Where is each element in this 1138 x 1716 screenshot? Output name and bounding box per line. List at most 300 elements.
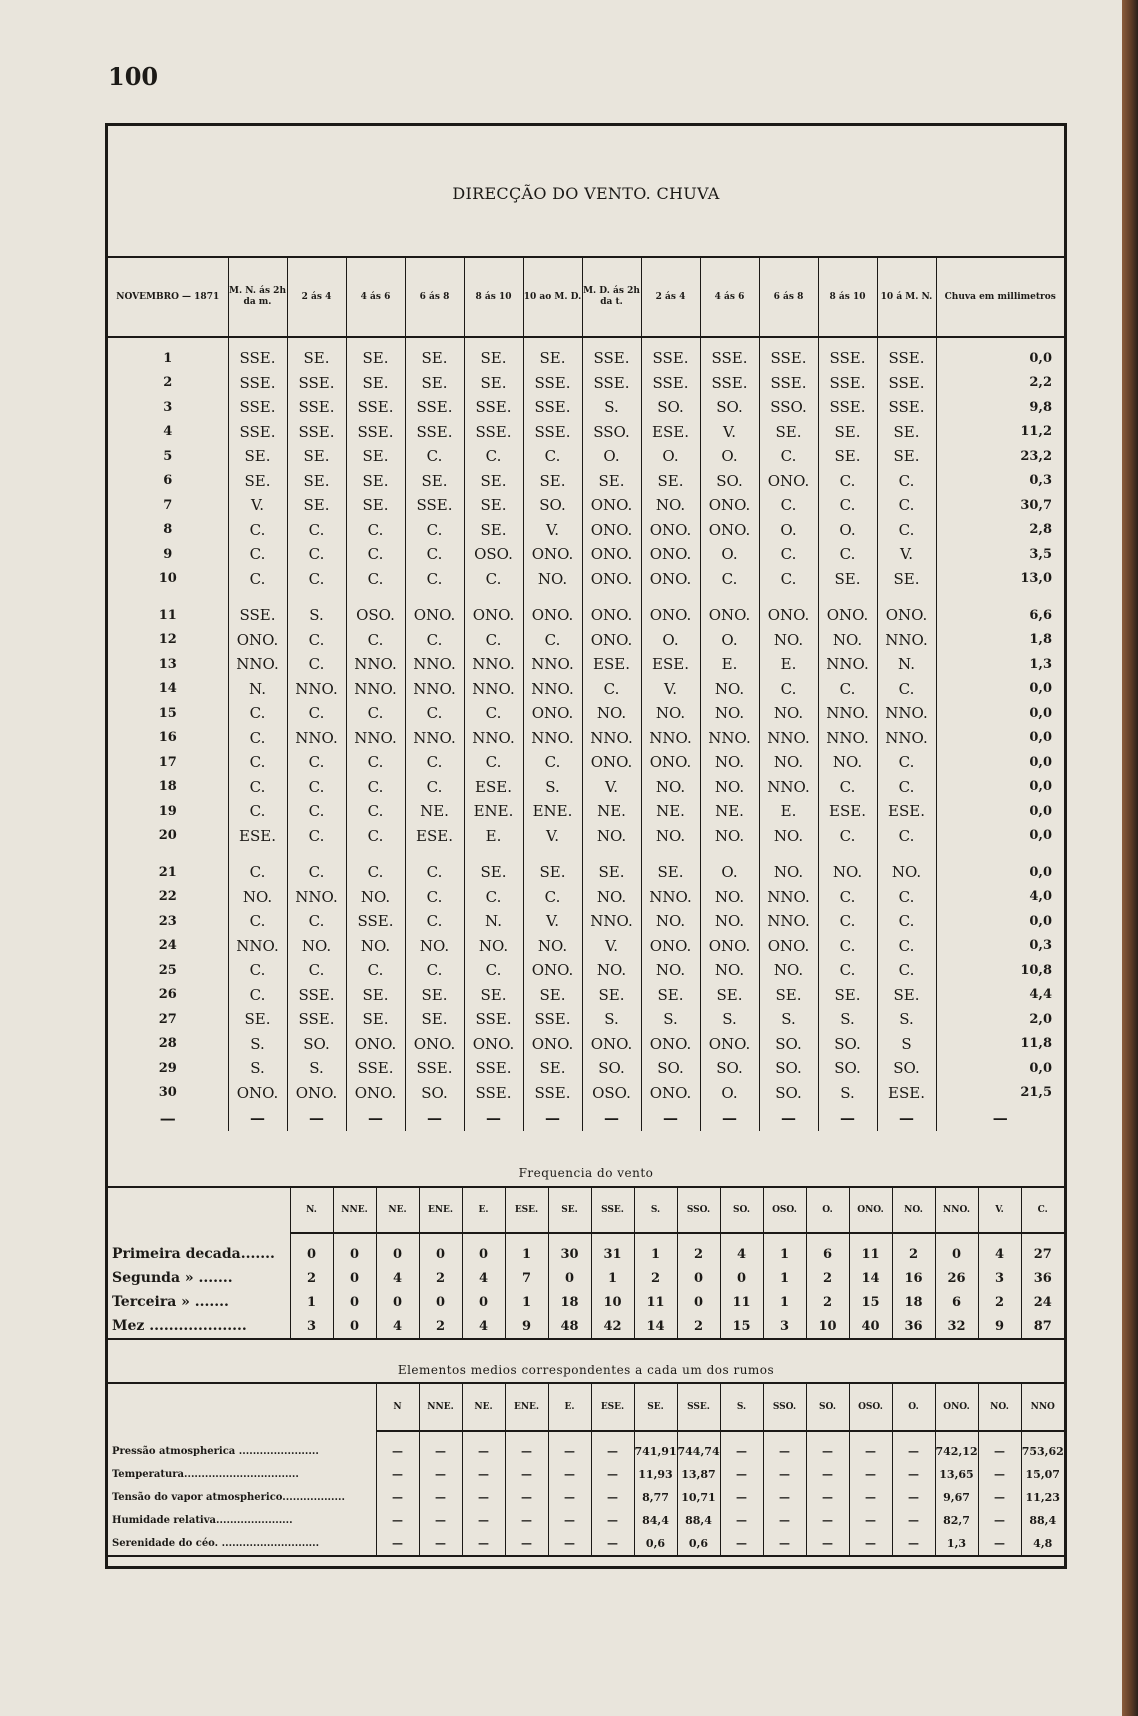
table-row bbox=[108, 983, 1064, 1008]
day-cell: 1 bbox=[163, 350, 173, 366]
table-row bbox=[108, 750, 1064, 775]
frequency-header-row bbox=[108, 1187, 1064, 1233]
wind-cell: SE. bbox=[228, 1007, 287, 1032]
wind-cell: C. bbox=[287, 909, 346, 934]
wind-cell: SE. bbox=[464, 493, 523, 518]
wind-cell: NO. bbox=[700, 958, 759, 983]
value-cell: — bbox=[892, 1509, 935, 1532]
wind-cell: C. bbox=[818, 775, 877, 800]
wind-cell: SSE. bbox=[464, 1081, 523, 1106]
wind-cell: C. bbox=[464, 701, 523, 726]
wind-cell: SE. bbox=[582, 983, 641, 1008]
count-cell: 16 bbox=[892, 1266, 935, 1290]
day-cell: 21 bbox=[158, 864, 177, 880]
value-cell: 13,65 bbox=[935, 1463, 978, 1486]
wind-cell: NNO. bbox=[582, 726, 641, 751]
direction-header: ENE. bbox=[505, 1383, 548, 1431]
wind-cell: V. bbox=[877, 542, 936, 567]
wind-cell: NO. bbox=[523, 567, 582, 592]
wind-cell: SE. bbox=[464, 371, 523, 396]
column-header: 10 á M. N. bbox=[877, 257, 936, 337]
count-cell: 0 bbox=[290, 1233, 333, 1266]
count-cell: 9 bbox=[505, 1314, 548, 1339]
value-cell: — bbox=[849, 1509, 892, 1532]
table-row bbox=[108, 444, 1064, 469]
wind-cell: ONO. bbox=[700, 493, 759, 518]
table-row bbox=[108, 848, 1064, 885]
wind-cell: S. bbox=[228, 1032, 287, 1057]
column-header: 8 ás 10 bbox=[818, 257, 877, 337]
wind-cell: NNO. bbox=[405, 726, 464, 751]
wind-cell: V. bbox=[523, 824, 582, 849]
value-cell: — bbox=[892, 1532, 935, 1556]
row-label: Terceira » ....... bbox=[112, 1294, 229, 1310]
value-cell: 741,91 bbox=[634, 1431, 677, 1463]
wind-cell: C. bbox=[228, 958, 287, 983]
wind-cell: O. bbox=[641, 628, 700, 653]
day-cell: 18 bbox=[158, 779, 177, 795]
wind-cell: C. bbox=[818, 934, 877, 959]
wind-cell: SSE. bbox=[877, 337, 936, 371]
wind-cell: ONO. bbox=[877, 591, 936, 628]
wind-cell: NNO. bbox=[818, 652, 877, 677]
table-row bbox=[108, 701, 1064, 726]
wind-cell: SE. bbox=[346, 1007, 405, 1032]
wind-cell: SSE. bbox=[582, 371, 641, 396]
wind-cell: C. bbox=[759, 677, 818, 702]
day-cell: 3 bbox=[163, 399, 173, 415]
wind-cell: SSE. bbox=[582, 337, 641, 371]
wind-cell: NNO. bbox=[523, 652, 582, 677]
wind-cell: NNO. bbox=[287, 726, 346, 751]
count-cell: 1 bbox=[591, 1266, 634, 1290]
wind-cell: C. bbox=[759, 567, 818, 592]
value-cell: — bbox=[892, 1486, 935, 1509]
column-header: 2 ás 4 bbox=[641, 257, 700, 337]
value-cell: — bbox=[376, 1532, 419, 1556]
wind-cell: SSE. bbox=[287, 983, 346, 1008]
wind-cell: SE. bbox=[228, 444, 287, 469]
blank-header bbox=[108, 1187, 290, 1233]
wind-cell: C. bbox=[523, 750, 582, 775]
column-header: 2 ás 4 bbox=[287, 257, 346, 337]
direction-header: ENE. bbox=[419, 1187, 462, 1233]
count-cell: 11 bbox=[634, 1290, 677, 1314]
wind-cell: C. bbox=[877, 909, 936, 934]
wind-cell: NO. bbox=[759, 848, 818, 885]
wind-cell: NO. bbox=[582, 824, 641, 849]
wind-cell: C. bbox=[346, 799, 405, 824]
wind-cell: C. bbox=[464, 958, 523, 983]
frequency-caption: Frequencia do vento bbox=[518, 1166, 654, 1180]
value-cell: — bbox=[720, 1532, 763, 1556]
wind-cell: C. bbox=[228, 909, 287, 934]
wind-cell: C. bbox=[405, 628, 464, 653]
wind-cell: ONO. bbox=[582, 628, 641, 653]
count-cell: 2 bbox=[892, 1233, 935, 1266]
wind-cell: SSE. bbox=[523, 1007, 582, 1032]
wind-cell: ONO. bbox=[700, 518, 759, 543]
wind-cell: C. bbox=[346, 567, 405, 592]
wind-cell: SE. bbox=[346, 469, 405, 494]
wind-cell: SSE. bbox=[228, 420, 287, 445]
wind-cell: C. bbox=[877, 518, 936, 543]
wind-cell: NO. bbox=[700, 775, 759, 800]
wind-cell: C. bbox=[405, 444, 464, 469]
wind-cell: SO. bbox=[287, 1032, 346, 1057]
dash-cell: — bbox=[159, 1108, 176, 1128]
day-cell: 23 bbox=[158, 913, 177, 929]
wind-cell: C. bbox=[523, 628, 582, 653]
value-cell: — bbox=[763, 1486, 806, 1509]
wind-cell: ONO. bbox=[228, 1081, 287, 1106]
wind-cell: SE. bbox=[582, 848, 641, 885]
wind-cell: V. bbox=[582, 934, 641, 959]
wind-cell: OSO. bbox=[582, 1081, 641, 1106]
wind-cell: ONO. bbox=[523, 701, 582, 726]
direction-header: ESE. bbox=[591, 1383, 634, 1431]
wind-cell: NO. bbox=[287, 934, 346, 959]
rain-cell: 10,8 bbox=[936, 958, 1064, 983]
wind-cell: NO. bbox=[759, 628, 818, 653]
count-cell: 14 bbox=[849, 1266, 892, 1290]
day-cell: 27 bbox=[158, 1011, 177, 1027]
value-cell: 8,77 bbox=[634, 1486, 677, 1509]
rain-cell: 0,0 bbox=[936, 848, 1064, 885]
wind-cell: SE. bbox=[346, 444, 405, 469]
wind-cell: S. bbox=[700, 1007, 759, 1032]
wind-cell: C. bbox=[287, 799, 346, 824]
count-cell: 2 bbox=[419, 1266, 462, 1290]
count-cell: 0 bbox=[376, 1233, 419, 1266]
wind-cell: C. bbox=[287, 652, 346, 677]
direction-header: E. bbox=[462, 1187, 505, 1233]
wind-cell: SO. bbox=[818, 1032, 877, 1057]
wind-cell: C. bbox=[405, 775, 464, 800]
value-cell: — bbox=[892, 1463, 935, 1486]
wind-cell: NO. bbox=[641, 701, 700, 726]
count-cell: 3 bbox=[290, 1314, 333, 1339]
wind-cell: C. bbox=[582, 677, 641, 702]
table-row bbox=[108, 958, 1064, 983]
wind-cell: SE. bbox=[287, 469, 346, 494]
table-row bbox=[108, 371, 1064, 396]
count-cell: 0 bbox=[462, 1233, 505, 1266]
column-header: NOVEMBRO — 1871 bbox=[108, 257, 228, 337]
wind-cell: SSE. bbox=[405, 395, 464, 420]
wind-cell: S. bbox=[818, 1007, 877, 1032]
wind-cell: ESE. bbox=[582, 652, 641, 677]
value-cell: — bbox=[720, 1486, 763, 1509]
wind-cell: E. bbox=[464, 824, 523, 849]
wind-cell: NO. bbox=[700, 885, 759, 910]
value-cell: — bbox=[505, 1486, 548, 1509]
wind-cell: ONO. bbox=[405, 1032, 464, 1057]
wind-cell: NNO. bbox=[405, 677, 464, 702]
count-cell: 87 bbox=[1021, 1314, 1064, 1339]
elements-caption: Elementos medios correspondentes a cada um dos rumos bbox=[397, 1363, 775, 1377]
wind-cell: NNO. bbox=[287, 885, 346, 910]
count-cell: 0 bbox=[419, 1290, 462, 1314]
wind-cell: NO. bbox=[759, 701, 818, 726]
wind-cell: SE. bbox=[405, 1007, 464, 1032]
day-cell: 10 bbox=[158, 571, 177, 587]
wind-cell: V. bbox=[228, 493, 287, 518]
wind-cell: SE. bbox=[228, 469, 287, 494]
wind-cell: SSO. bbox=[582, 420, 641, 445]
wind-cell: SE. bbox=[405, 983, 464, 1008]
count-cell: 0 bbox=[419, 1233, 462, 1266]
table-row bbox=[108, 518, 1064, 543]
wind-cell: NO. bbox=[346, 934, 405, 959]
wind-cell: C. bbox=[464, 750, 523, 775]
wind-cell: C. bbox=[346, 518, 405, 543]
table-row bbox=[108, 1007, 1064, 1032]
direction-header: NNO. bbox=[935, 1187, 978, 1233]
value-cell: — bbox=[548, 1431, 591, 1463]
count-cell: 18 bbox=[892, 1290, 935, 1314]
value-cell: — bbox=[892, 1431, 935, 1463]
wind-cell: SSE. bbox=[287, 395, 346, 420]
wind-cell: NO. bbox=[405, 934, 464, 959]
wind-cell: SE. bbox=[405, 469, 464, 494]
rain-cell: 0,0 bbox=[936, 799, 1064, 824]
wind-cell: SSE. bbox=[759, 371, 818, 396]
count-cell: 0 bbox=[333, 1266, 376, 1290]
direction-header: OSO. bbox=[849, 1383, 892, 1431]
value-cell: 82,7 bbox=[935, 1509, 978, 1532]
day-cell: 28 bbox=[158, 1036, 177, 1052]
wind-cell: SSE. bbox=[228, 395, 287, 420]
value-cell: 744,74 bbox=[677, 1431, 720, 1463]
wind-cell: C. bbox=[346, 628, 405, 653]
table-row bbox=[108, 677, 1064, 702]
wind-cell: SO. bbox=[877, 1056, 936, 1081]
wind-cell: S. bbox=[523, 775, 582, 800]
wind-cell: C. bbox=[405, 518, 464, 543]
direction-header: V. bbox=[978, 1187, 1021, 1233]
value-cell: — bbox=[462, 1486, 505, 1509]
wind-cell: SE. bbox=[877, 983, 936, 1008]
rain-cell: 23,2 bbox=[936, 444, 1064, 469]
wind-cell: ENE. bbox=[464, 799, 523, 824]
wind-cell: C. bbox=[759, 493, 818, 518]
wind-direction-table bbox=[108, 256, 1064, 1131]
wind-cell: NO. bbox=[582, 701, 641, 726]
row-label: Mez .................... bbox=[112, 1318, 247, 1334]
table-row bbox=[108, 652, 1064, 677]
blank-header bbox=[108, 1383, 376, 1431]
value-cell: 88,4 bbox=[1021, 1509, 1064, 1532]
count-cell: 1 bbox=[763, 1233, 806, 1266]
wind-cell: NO. bbox=[228, 885, 287, 910]
value-cell: — bbox=[548, 1532, 591, 1556]
column-header: M. D. ás 2h da t. bbox=[582, 257, 641, 337]
day-cell: 25 bbox=[158, 962, 177, 978]
count-cell: 1 bbox=[763, 1290, 806, 1314]
table-row bbox=[108, 1532, 1064, 1556]
wind-cell: SE. bbox=[582, 469, 641, 494]
wind-cell: NO. bbox=[877, 848, 936, 885]
count-cell: 6 bbox=[806, 1233, 849, 1266]
wind-cell: C. bbox=[287, 848, 346, 885]
wind-cell: SE. bbox=[464, 848, 523, 885]
wind-cell: SSE. bbox=[759, 337, 818, 371]
dash-cell: — bbox=[700, 1105, 759, 1131]
wind-cell: ONO. bbox=[582, 493, 641, 518]
value-cell: — bbox=[720, 1463, 763, 1486]
wind-cell: SSE. bbox=[405, 1056, 464, 1081]
count-cell: 2 bbox=[978, 1290, 1021, 1314]
wind-cell: O. bbox=[641, 444, 700, 469]
wind-cell: C. bbox=[228, 750, 287, 775]
wind-cell: SSE. bbox=[523, 1081, 582, 1106]
wind-cell: C. bbox=[405, 701, 464, 726]
value-cell: — bbox=[462, 1532, 505, 1556]
wind-cell: NNO. bbox=[346, 677, 405, 702]
day-cell: 5 bbox=[163, 448, 173, 464]
wind-cell: NO. bbox=[641, 958, 700, 983]
wind-cell: NO. bbox=[464, 934, 523, 959]
wind-cell: ONO. bbox=[818, 591, 877, 628]
wind-cell: NNO. bbox=[582, 909, 641, 934]
wind-cell: NO. bbox=[759, 958, 818, 983]
count-cell: 30 bbox=[548, 1233, 591, 1266]
count-cell: 4 bbox=[462, 1266, 505, 1290]
count-cell: 11 bbox=[849, 1233, 892, 1266]
wind-cell: C. bbox=[877, 824, 936, 849]
column-header: Chuva em millimetros bbox=[936, 257, 1064, 337]
count-cell: 0 bbox=[376, 1290, 419, 1314]
wind-cell: S. bbox=[818, 1081, 877, 1106]
wind-cell: C. bbox=[405, 848, 464, 885]
direction-header: NE. bbox=[462, 1383, 505, 1431]
value-cell: — bbox=[505, 1509, 548, 1532]
wind-cell: V. bbox=[700, 420, 759, 445]
wind-cell: OSO. bbox=[346, 591, 405, 628]
wind-cell: O. bbox=[700, 542, 759, 567]
wind-cell: V. bbox=[523, 909, 582, 934]
value-cell: — bbox=[763, 1463, 806, 1486]
wind-cell: SE. bbox=[818, 420, 877, 445]
table-row bbox=[108, 726, 1064, 751]
direction-header: O. bbox=[806, 1187, 849, 1233]
wind-cell: V. bbox=[641, 677, 700, 702]
value-cell: — bbox=[462, 1431, 505, 1463]
dash-cell: — bbox=[582, 1105, 641, 1131]
count-cell: 4 bbox=[720, 1233, 763, 1266]
wind-cell: C. bbox=[287, 567, 346, 592]
count-cell: 2 bbox=[677, 1314, 720, 1339]
wind-cell: NNO. bbox=[464, 652, 523, 677]
wind-cell: NE. bbox=[641, 799, 700, 824]
wind-cell: C. bbox=[287, 701, 346, 726]
wind-cell: ONO. bbox=[287, 1081, 346, 1106]
wind-cell: NNO. bbox=[877, 628, 936, 653]
wind-cell: NO. bbox=[700, 677, 759, 702]
wind-cell: NNO. bbox=[464, 677, 523, 702]
table-row bbox=[108, 909, 1064, 934]
value-cell: — bbox=[419, 1463, 462, 1486]
day-cell: 7 bbox=[163, 497, 173, 513]
direction-header: O. bbox=[892, 1383, 935, 1431]
count-cell: 27 bbox=[1021, 1233, 1064, 1266]
count-cell: 2 bbox=[634, 1266, 677, 1290]
day-cell: 26 bbox=[158, 987, 177, 1003]
table-row bbox=[108, 1290, 1064, 1314]
wind-cell: SSE. bbox=[877, 371, 936, 396]
wind-cell: C. bbox=[287, 628, 346, 653]
count-cell: 9 bbox=[978, 1314, 1021, 1339]
wind-cell: NNO. bbox=[523, 677, 582, 702]
wind-cell: S. bbox=[759, 1007, 818, 1032]
wind-cell: C. bbox=[346, 848, 405, 885]
wind-cell: C. bbox=[464, 628, 523, 653]
wind-table-header-row bbox=[108, 257, 1064, 337]
count-cell: 6 bbox=[935, 1290, 978, 1314]
day-cell: 24 bbox=[158, 938, 177, 954]
direction-header: C. bbox=[1021, 1187, 1064, 1233]
wind-cell: SO. bbox=[759, 1032, 818, 1057]
value-cell: 753,62 bbox=[1021, 1431, 1064, 1463]
wind-cell: NO. bbox=[582, 885, 641, 910]
value-cell: — bbox=[763, 1509, 806, 1532]
wind-cell: NNO. bbox=[346, 652, 405, 677]
rain-cell: 0,0 bbox=[936, 824, 1064, 849]
direction-header: SSO. bbox=[763, 1383, 806, 1431]
value-cell: 9,67 bbox=[935, 1486, 978, 1509]
wind-cell: ONO. bbox=[346, 1032, 405, 1057]
value-cell: 4,8 bbox=[1021, 1532, 1064, 1556]
wind-cell: ONO. bbox=[700, 1032, 759, 1057]
wind-cell: C. bbox=[228, 848, 287, 885]
direction-header: NO. bbox=[892, 1187, 935, 1233]
wind-cell: SE. bbox=[818, 444, 877, 469]
wind-cell: C. bbox=[759, 542, 818, 567]
count-cell: 32 bbox=[935, 1314, 978, 1339]
value-cell: — bbox=[720, 1509, 763, 1532]
count-cell: 10 bbox=[806, 1314, 849, 1339]
wind-cell: SO. bbox=[759, 1081, 818, 1106]
day-cell: 15 bbox=[158, 705, 177, 721]
day-cell: 14 bbox=[158, 681, 177, 697]
wind-cell: SO. bbox=[523, 493, 582, 518]
count-cell: 3 bbox=[763, 1314, 806, 1339]
rain-cell: 30,7 bbox=[936, 493, 1064, 518]
wind-cell: NO. bbox=[582, 958, 641, 983]
wind-cell: SE. bbox=[759, 983, 818, 1008]
direction-header: SSE. bbox=[591, 1187, 634, 1233]
wind-cell: C. bbox=[877, 934, 936, 959]
wind-cell: ONO. bbox=[700, 591, 759, 628]
wind-cell: NNO. bbox=[405, 652, 464, 677]
wind-cell: SE. bbox=[464, 518, 523, 543]
wind-cell: ONO. bbox=[582, 591, 641, 628]
wind-cell: ESE. bbox=[818, 799, 877, 824]
wind-cell: SE. bbox=[523, 1056, 582, 1081]
wind-cell: C. bbox=[228, 799, 287, 824]
wind-cell: ONO. bbox=[523, 542, 582, 567]
wind-cell: SE. bbox=[405, 371, 464, 396]
column-header: 4 ás 6 bbox=[346, 257, 405, 337]
wind-cell: OSO. bbox=[464, 542, 523, 567]
wind-cell: SSE. bbox=[287, 371, 346, 396]
wind-cell: SE. bbox=[523, 983, 582, 1008]
direction-header: SE. bbox=[548, 1187, 591, 1233]
wind-cell: SSE. bbox=[228, 337, 287, 371]
wind-cell: ONO. bbox=[582, 518, 641, 543]
wind-cell: NNO. bbox=[759, 885, 818, 910]
